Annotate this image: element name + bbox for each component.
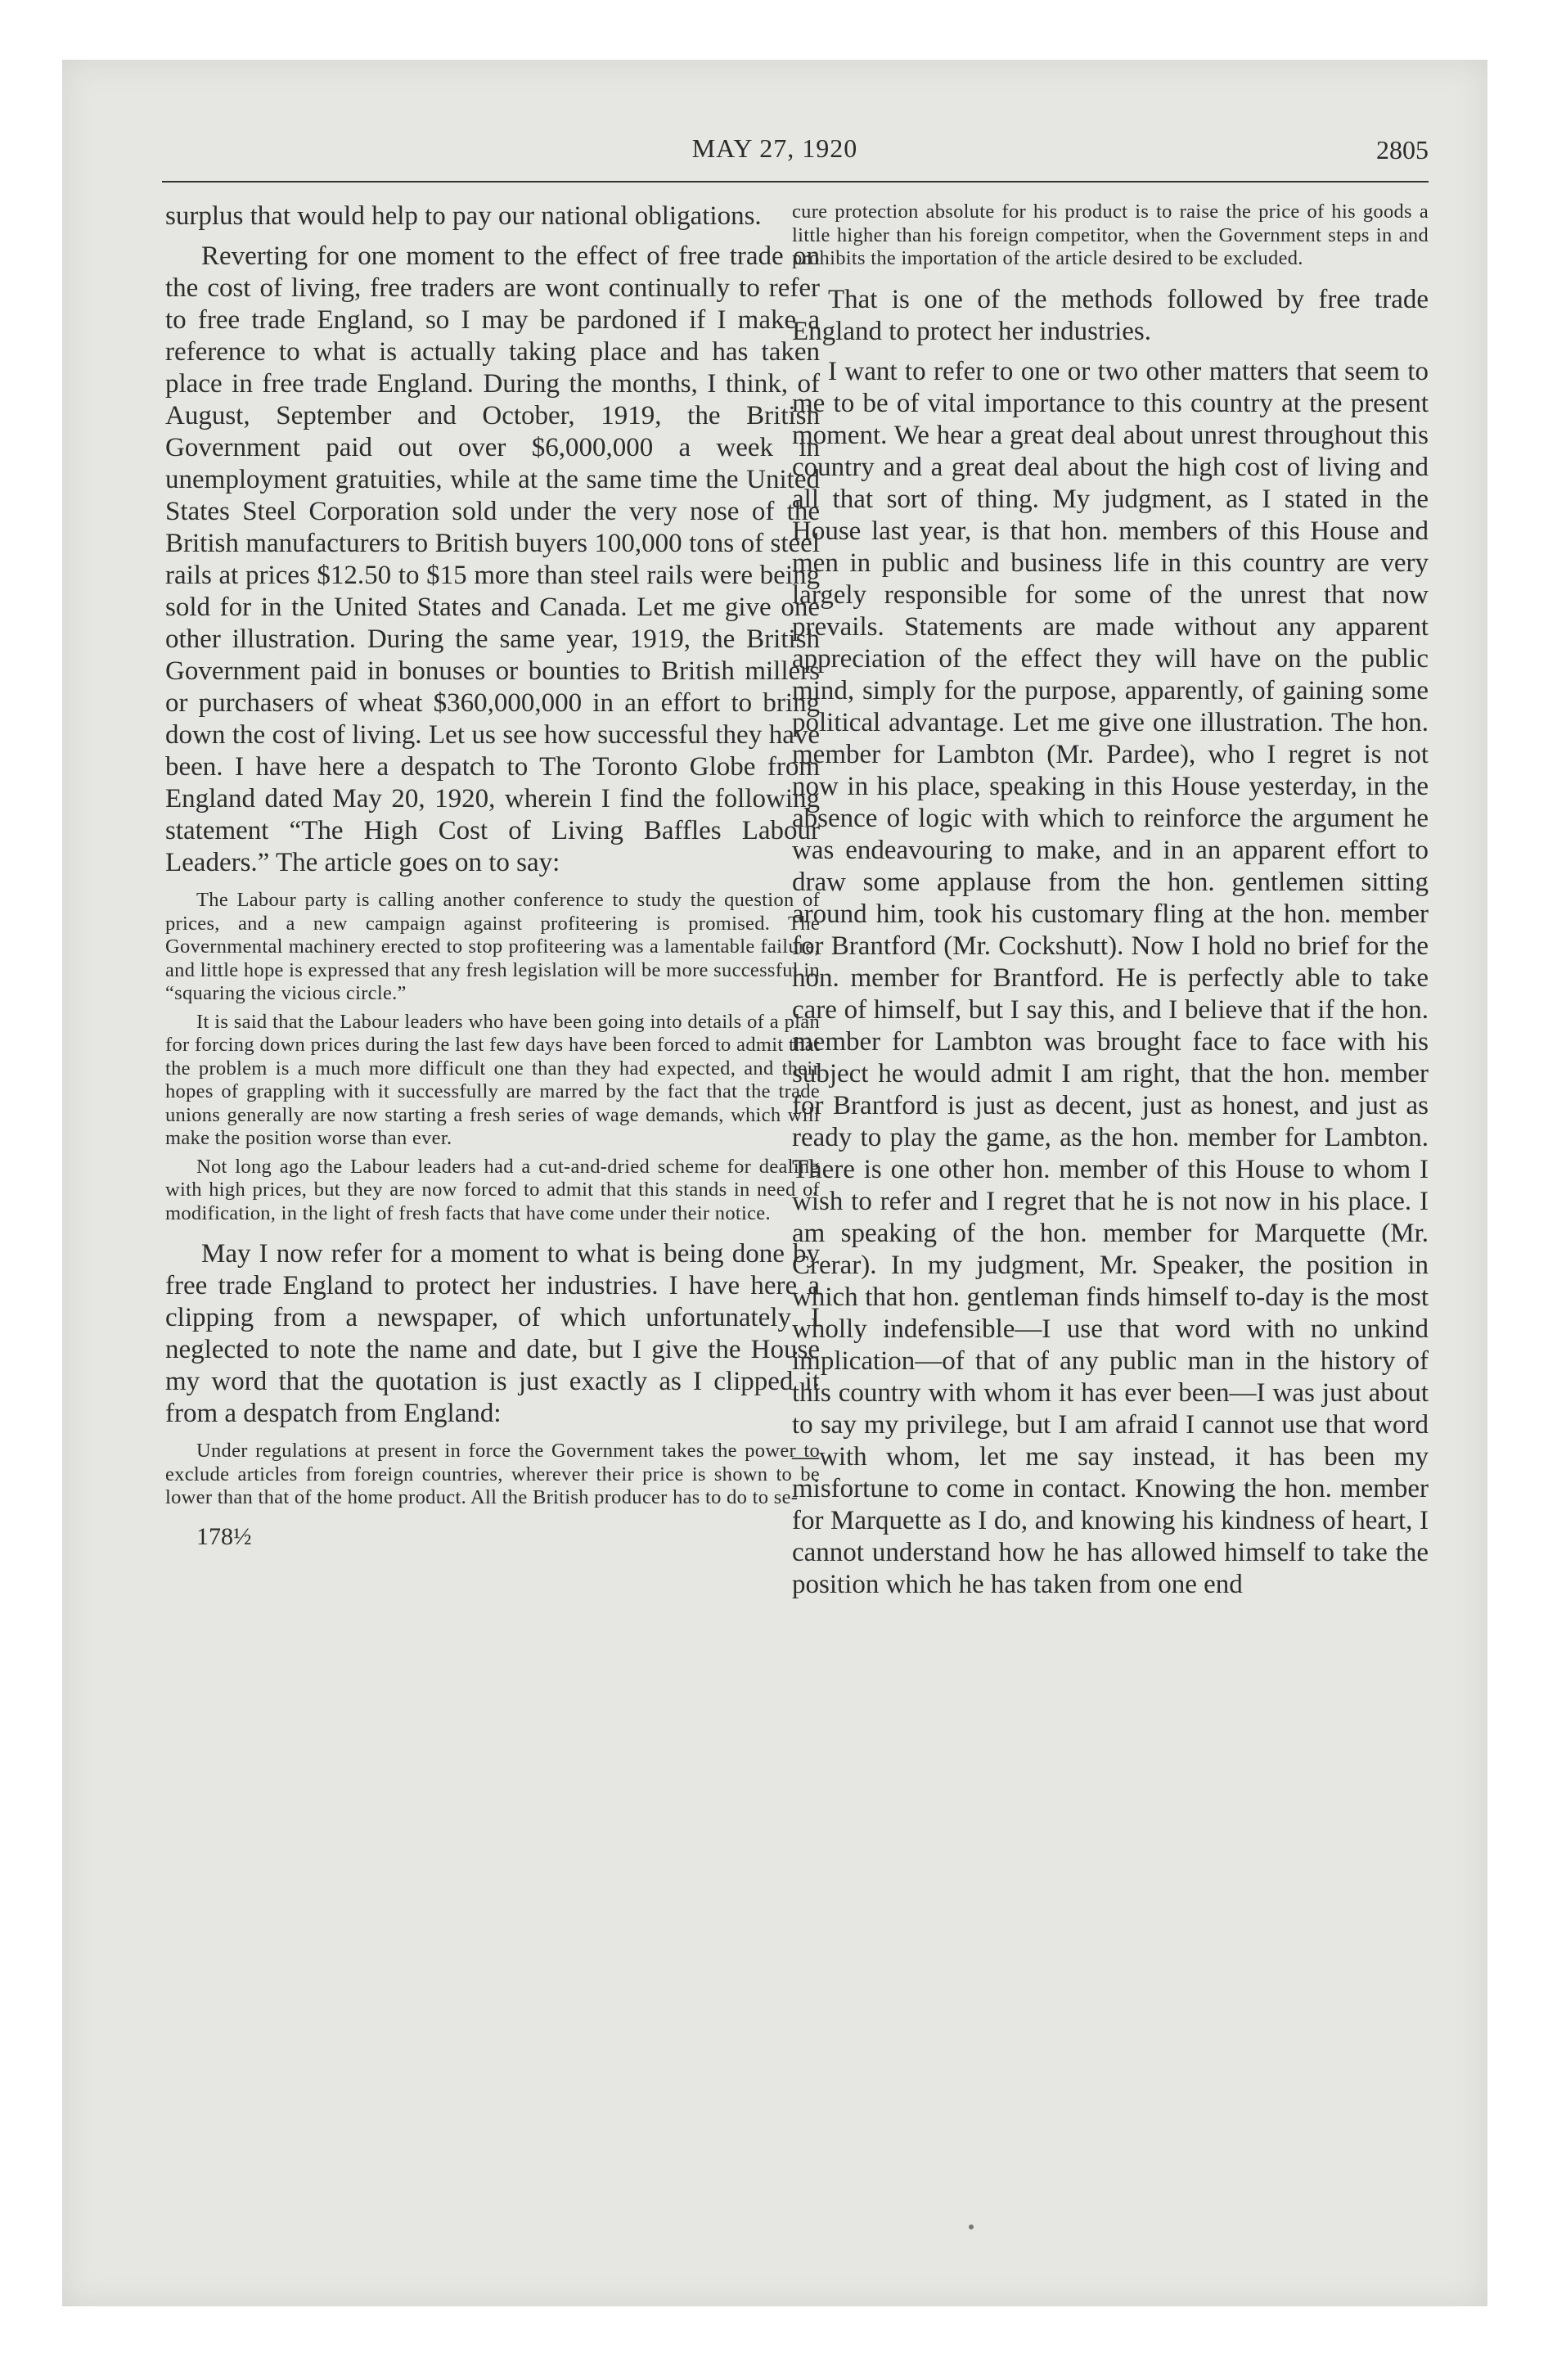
paragraph: May I now refer for a moment to what is being done by free trade England to protect her industries. I have here a clipping from a newspaper, of which unfortunately I neglected to note the name and date, but I give the House my word that the quotation is just exactly as I clipped it from a despatch from England: [165, 1239, 820, 1428]
paragraph: surplus that would help to pay our national obligations. [165, 201, 762, 231]
quote-paragraph: The Labour party is calling another conference to study the question of prices, and a new campaign against profiteering is promised. The Governmental machinery erected to stop profiteering was a lamentable failure, and little hope is expressed that any fresh legislation will be more successful in “squaring the vicious circle.” [165, 889, 820, 1004]
quoted-article [165, 889, 820, 1225]
quoted-clipping-continued [792, 201, 1429, 271]
folio-mark: 178½ [196, 1522, 252, 1550]
page-header [62, 60, 1487, 183]
paragraph: Reverting for one moment to the effect of free trade on the cost of living, free traders are wont continually to refer to free trade England, so I may be pardoned if I make a reference to what is actually taking place and has taken place in free trade England. During the months, I think, of August, September and October, 1919, the British Government paid out over $6,000,000 a week in unemployment gratuities, while at the same time the United States Steel Corporation sold under the very nose of the British manufacturers to British buyers 100,000 tons of steel rails at prices $12.50 to $15 more than steel rails were being sold for in the United States and Canada. Let me give one other illustration. During the same year, 1919, the British Government paid in bonuses or bounties to British millers or purchasers of wheat $360,000,000 in an effort to bring down the cost of living. Let us see how successful they have been. I have here a despatch to The Toronto Globe from England dated May 20, 1920, wherein I find the following statement “The High Cost of Living Baffles Labour Leaders.” The article goes on to say: [165, 241, 820, 877]
quote-paragraph: Under regulations at present in force the Government takes the power to exclude articles from foreign countries, wherever their price is shown to be lower than that of the home product. All the British producer has to do to se- [165, 1440, 820, 1508]
ink-speck [969, 2224, 974, 2229]
header-rule [162, 181, 1429, 183]
header-date: MAY 27, 1920 [691, 133, 858, 163]
paragraph: I want to refer to one or two other matters that seem to me to be of vital importance to this country at the present moment. We hear a great deal about unrest throughout this country and a great deal about the high cost of living and all that sort of thing. My judgment, as I stated in the House last year, is that hon. members of this House and men in public and business life in this country are very largely responsible for some of the unrest that now prevails. Statements are made without any apparent appreciation of the effect they will have on the public mind, simply for the purpose, apparently, of gaining some political advantage. Let me give one illustration. The hon. member for Lambton (Mr. Pardee), who I regret is not now in his place, speaking in this House yesterday, in the absence of logic with which to reinforce the argument he was endeavouring to make, and in an apparent effort to draw some applause from the hon. gentlemen sitting around him, took his customary fling at the hon. member for Brantford (Mr. Cockshutt). Now I hold no brief for the hon. member for Brantford. He is perfectly able to take care of himself, but I say this, and I believe that if the hon. member for Lambton was brought face to face with his subject he would admit I am right, that the hon. member for Brantford is just as decent, just as honest, and just as ready to play the game, as the hon. member for Lambton. There is one other hon. member of this House to whom I wish to refer and I regret that he is not now in his place. I am speaking of the hon. member for Marquette (Mr. Crerar). In my judgment, Mr. Speaker, the position in which that hon. gentleman finds himself to-day is the most wholly indefensible—I use that word with no unkind implication—of that of any public man in the history of this country with whom it has ever been—I was just about to say my privilege, but I am afraid I cannot use that word—with whom, let me say instead, it has been my misfortune to come in contact. Knowing the hon. member for Marquette as I do, and knowing his kindness of heart, I cannot understand how he has allowed himself to take the position which he has taken from one end [792, 356, 1429, 1599]
paragraph: That is one of the methods followed by free trade England to protect her industries. [792, 284, 1429, 346]
page-number: 2805 [1376, 135, 1429, 165]
left-column [165, 201, 820, 1551]
right-column [792, 201, 1429, 1609]
document-page [62, 60, 1487, 2306]
quoted-clipping [165, 1440, 820, 1510]
quote-paragraph: cure protection absolute for his product is to raise the price of his goods a little higher than his foreign competitor, when the Government steps in and prohibits the importation of the article desired to be excluded. [792, 201, 1429, 269]
quote-paragraph: Not long ago the Labour leaders had a cut-and-dried scheme for dealing with high prices, but they are now forced to admit that this stands in need of modification, in the light of fresh facts that have come under their notice. [165, 1155, 820, 1224]
quote-paragraph: It is said that the Labour leaders who have been going into details of a plan for forcing down prices during the last few days have been forced to admit that the problem is a much more difficult one than they had expected, and their hopes of grappling with it successfully are marred by the fact that the trade unions generally are now starting a fresh series of wage demands, which will make the position worse than ever. [165, 1010, 820, 1149]
